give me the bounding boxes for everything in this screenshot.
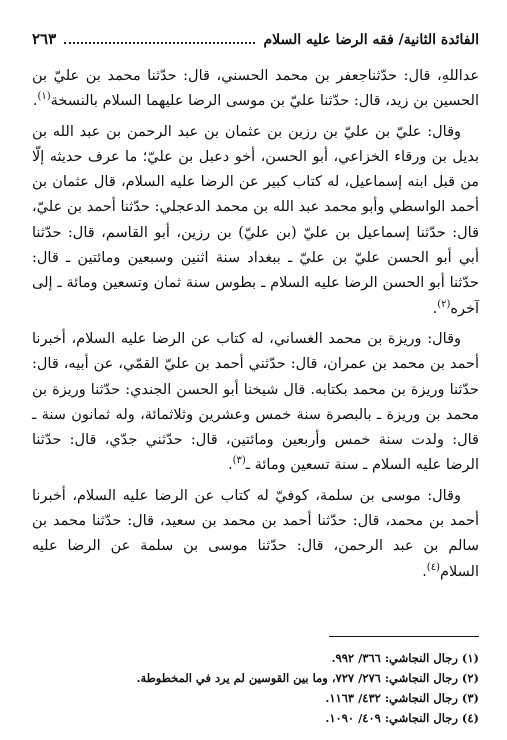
paragraph — [32, 327, 479, 479]
paragraph-end: . — [227, 457, 233, 474]
paragraph — [32, 64, 479, 115]
paragraph-end: . — [422, 563, 427, 580]
paragraph-text: وقال: موسى بن سلمة، كوفيّ له كتاب عن الرضا عليه السلام، أخبرنا أحمد بن محمد، قال: حدّثنا أحمد بن محمد بن سعيد، قال: حدّثنا محمد بن سالم بن عبد الرحمن، قال: حدّثنا موسى بن سلمة عن الرضا عليه السلام — [32, 487, 479, 580]
paragraph-text: وقال: عليّ بن عليّ بن رزين بن عثمان بن عبد الرحمن بن عبد الله بن بديل بن ورقاء الخزاعي، أبو الحسن، أخو دعبل بن عليّ؛ ما عرف حديثه إلّا من قبل ابنه إسماعيل، له كتاب كبير عن الرضا عليه السلام، قال عثمان بن أحمد الواسطي وأبو محمد عبد الله بن محمد الدعجلي: حدّثنا أحمد بن عليّ، قال: حدّثنا إسماعيل بن عليّ (بن عليّ) بن رزين، أبو القاسم، قال: حدّثنا أبي أبو الحسن عليّ بن عليّ ـ ببغداد سنة اثنين وسبعين ومائتين ـ قال: حدّثنا أبو الحسن الرضا عليه السلام ـ بطوس سنة ثمان وتسعين ومائة ـ إلى آخره — [32, 123, 479, 317]
header-title: الفائدة الثانية/ فقه الرضا عليه السلام — [263, 32, 479, 48]
paragraph — [32, 120, 479, 322]
footnote-marker: (٣) — [232, 455, 246, 467]
paragraph-end: . — [432, 300, 438, 317]
header-dot-leader — [64, 41, 255, 44]
main-text — [32, 64, 479, 585]
footnote: (١) رجال النجاشي: ٣٦٦/ ٩٩٢. — [331, 651, 479, 665]
paragraph-text: وقال: وريزة بن محمد الغساني، له كتاب عن الرضا عليه السلام، أخبرنا أحمد بن محمد بن عمران، قال: حدّثني أحمد بن عليّ القمّي، عن أبيه، قال: حدّثنا وريزة بن محمد بكتابه. قال شيخنا أبو الحسن الجندي: حدّثنا وريزة بن محمد بن وريزة ـ بالبصرة سنة خمس وعشرين وثلاثمائة، وله ثمانون سنة ـ قال: ولدت سنة خمس وأربعين ومائتين، قال: حدّثني جدّي، قال: حدّثنا الرضا عليه السلام ـ سنة تسعين ومائة ـ — [32, 330, 479, 474]
page-number: ٢٦٣ — [32, 30, 57, 48]
running-header — [32, 30, 479, 56]
footnote: (٤) رجال النجاشي: ٤٠٩/ ١٠٩٠. — [325, 711, 479, 725]
paragraph-text: عداللهِ، قال: حدّثناجعفر بن محمد الحسني، قال: حدّثنا محمد بن عليّ بن الحسين بن زيد، قال: حدّثنا عليّ بن موسى الرضا عليهما السلام بالنسخة — [32, 68, 479, 110]
footnote-separator — [329, 636, 479, 637]
footnotes — [32, 648, 479, 728]
footnote: (٣) رجال النجاشي: ٤٣٢/ ١١٦٣. — [325, 691, 479, 705]
paragraph-end: . — [32, 93, 38, 110]
footnote: (٢) رجال النجاشي: ٢٧٦/ ٧٢٧، وما بين القوسين لم يرد في المخطوطة. — [136, 671, 479, 685]
footnote-marker: (٢) — [437, 298, 451, 310]
footnote-marker: (١) — [37, 91, 51, 103]
paragraph — [32, 484, 479, 585]
footnote-marker: (٤) — [426, 561, 440, 573]
